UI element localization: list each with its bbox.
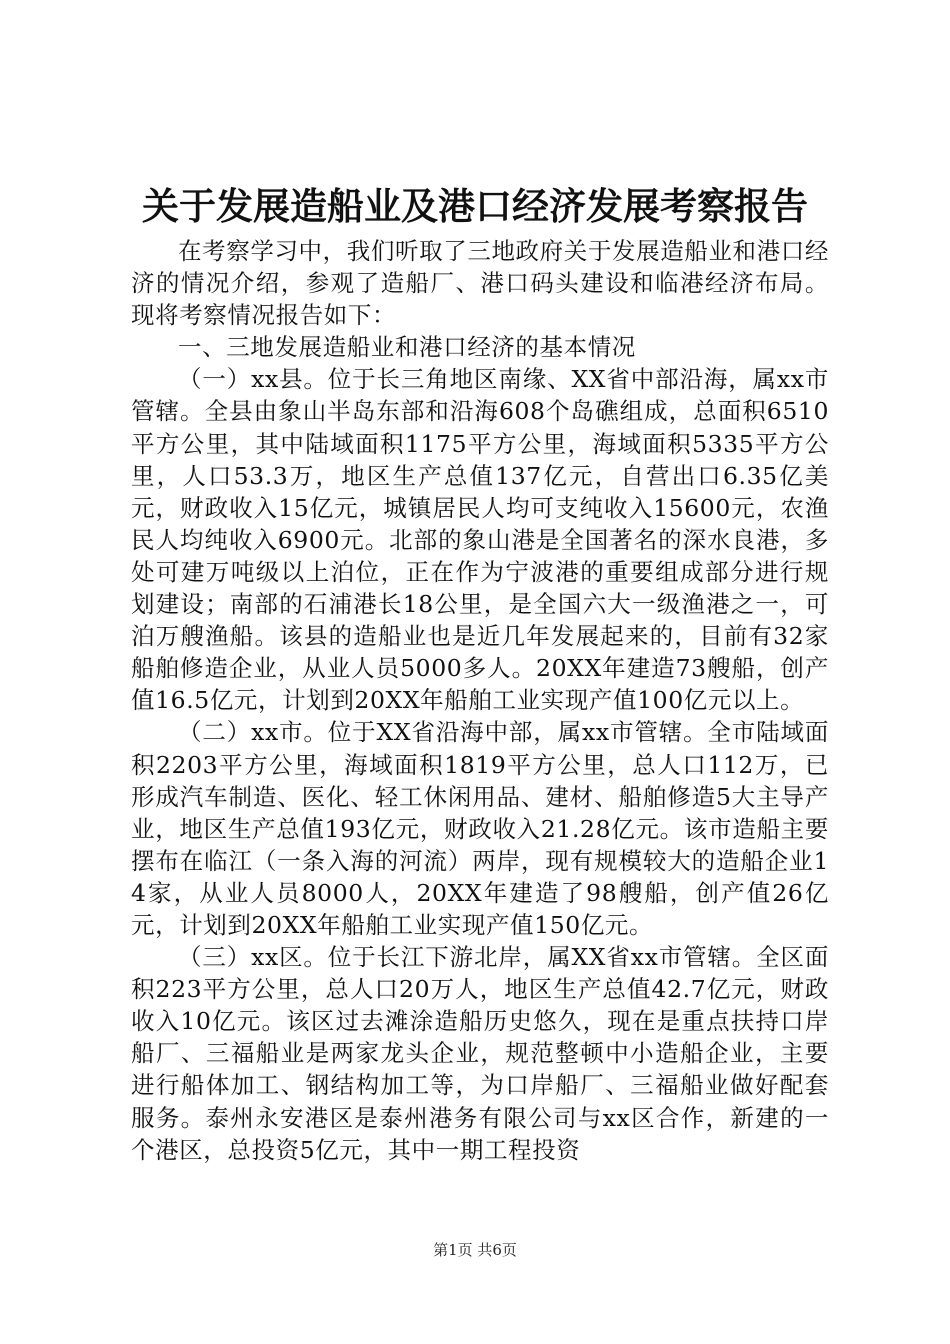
intro-paragraph: 在考察学习中，我们听取了三地政府关于发展造船业和港口经济的情况介绍，参观了造船厂、港口码头建设和临港经济布局。现将考察情况报告如下：	[131, 237, 829, 330]
city-paragraph: （二）xx市。位于XX省沿海中部，属xx市管辖。全市陆域面积2203平方公里，海域面积1819平方公里，总人口112万，已形成汽车制造、医化、轻工休闲用品、建材、船舶修造5大主导产业，地区生产总值193亿元，财政收入21.28亿元。该市造船主要摆布在临江（一条入海的河流）两岸，现有规模较大的造船企业14家，从业人员8000人，20XX年建造了98艘船，创产值26亿元，计划到20XX年船舶工业实现产值150亿元。	[131, 718, 829, 939]
page-number-footer: 第1页 共6页	[433, 1241, 517, 1259]
section-heading: 一、三地发展造船业和港口经济的基本情况	[178, 333, 636, 362]
district-paragraph: （三）xx区。位于长江下游北岸，属XX省xx市管辖。全区面积223平方公里，总人口20万人，地区生产总值42.7亿元，财政收入10亿元。该区过去滩涂造船历史悠久，现在是重点扶持口岸船厂、三福船业是两家龙头企业，规范整顿中小造船企业，主要进行船体加工、钢结构加工等，为口岸船厂、三福船业做好配套服务。泰州永安港区是泰州港务有限公司与xx区合作，新建的一个港区，总投资5亿元，其中一期工程投资	[131, 943, 829, 1164]
document-title: 关于发展造船业及港口经济发展考察报告	[142, 184, 808, 228]
document-body	[131, 235, 829, 1166]
county-paragraph: （一）xx县。位于长三角地区南缘、XX省中部沿海，属xx市管辖。全县由象山半岛东部和沿海608个岛礁组成，总面积6510平方公里，其中陆域面积1175平方公里，海域面积5335平方公里，人口53.3万，地区生产总值137亿元，自营出口6.35亿美元，财政收入15亿元，城镇居民人均可支纯收入15600元，农渔民人均纯收入6900元。北部的象山港是全国著名的深水良港，多处可建万吨级以上泊位，正在作为宁波港的重要组成部分进行规划建设；南部的石浦港长18公里，是全国六大一级渔港之一，可泊万艘渔船。该县的造船业也是近几年发展起来的，目前有32家船舶修造企业，从业人员5000多人。20XX年建造73艘船，创产值16.5亿元，计划到20XX年船舶工业实现产值100亿元以上。	[131, 365, 829, 715]
